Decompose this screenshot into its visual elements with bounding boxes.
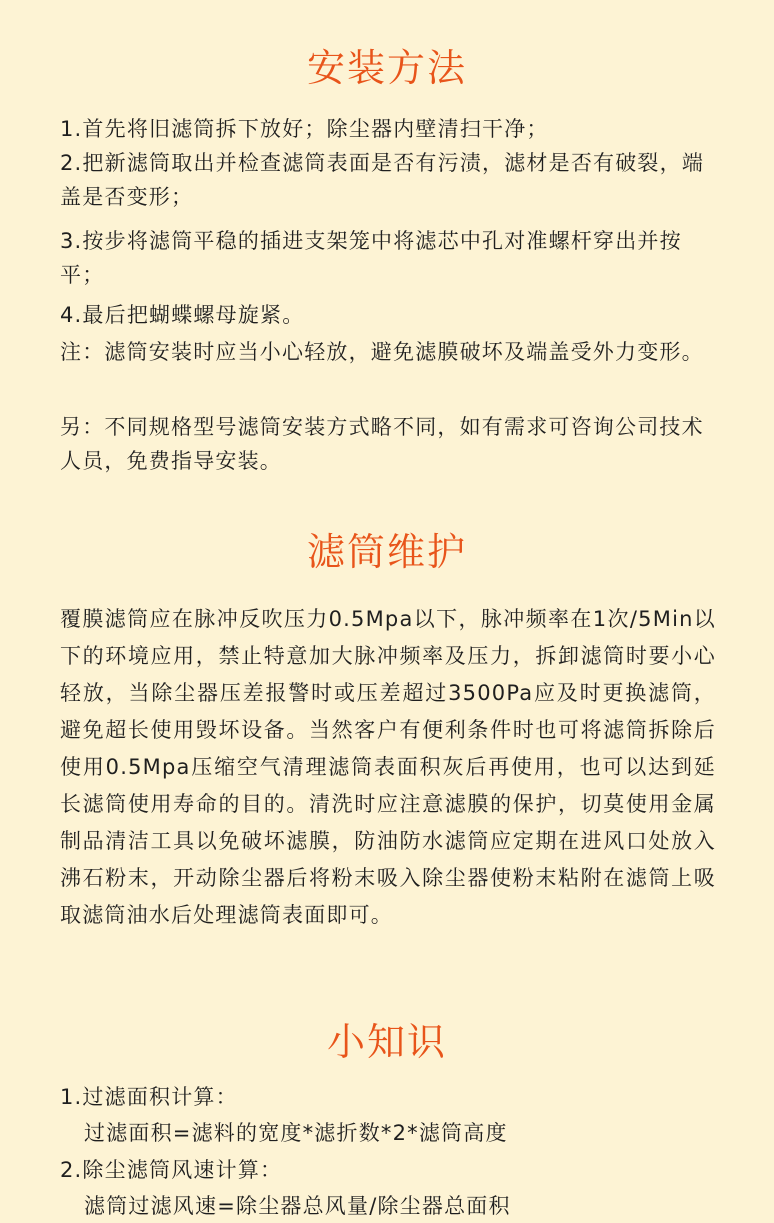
maintenance-section-title: 滤筒维护 bbox=[306, 530, 467, 574]
knowledge-item-2-heading: 2.除尘滤筒风速计算： bbox=[60, 1158, 283, 1182]
install-step-4: 4.最后把蝴蝶螺母旋紧。 bbox=[60, 303, 305, 327]
install-note: 注：滤筒安装时应当小心轻放，避免滤膜破坏及端盖受外力变形。 bbox=[60, 340, 704, 364]
knowledge-item-1-formula: 过滤面积=滤料的宽度*滤折数*2*滤筒高度 bbox=[84, 1121, 508, 1145]
maintenance-paragraph: 覆膜滤筒应在脉冲反吹压力0.5Mpa以下，脉冲频率在1次/5Min以下的环境应用，禁止特意加大脉冲频率及压力，拆卸滤筒时要小心轻放，当除尘器压差报警时或压差超过3500Pa应及时更换滤筒，避免超长使用毁坏设备。当然客户有便利条件时也可将滤筒拆除后使用0.5Mpa压缩空气清理滤筒表面积灰后再使用，也可以达到延长滤筒使用寿命的目的。清洗时应注意滤膜的保护，切莫使用金属制品清洁工具以免破坏滤膜，防油防水滤筒应定期在进风口处放入沸石粉末，开动除尘器后将粉末吸入除尘器使粉末粘附在滤筒上吸取滤筒油水后处理滤筒表面即可。 bbox=[60, 607, 716, 927]
knowledge-item-2-formula: 滤筒过滤风速=除尘器总风量/除尘器总面积 bbox=[84, 1194, 511, 1218]
install-extra-note: 另：不同规格型号滤筒安装方式略不同，如有需求可咨询公司技术人员，免费指导安装。 bbox=[60, 415, 704, 473]
knowledge-section-title: 小知识 bbox=[326, 1020, 447, 1064]
install-section-title: 安装方法 bbox=[306, 46, 467, 90]
install-step-1: 1.首先将旧滤筒拆下放好；除尘器内壁清扫干净； bbox=[60, 117, 549, 141]
install-step-2: 2.把新滤筒取出并检查滤筒表面是否有污渍，滤材是否有破裂，端盖是否变形； bbox=[60, 151, 705, 209]
knowledge-item-1-heading: 1.过滤面积计算： bbox=[60, 1085, 238, 1109]
install-step-3: 3.按步将滤筒平稳的插进支架笼中将滤芯中孔对准螺杆穿出并按平； bbox=[60, 229, 682, 287]
